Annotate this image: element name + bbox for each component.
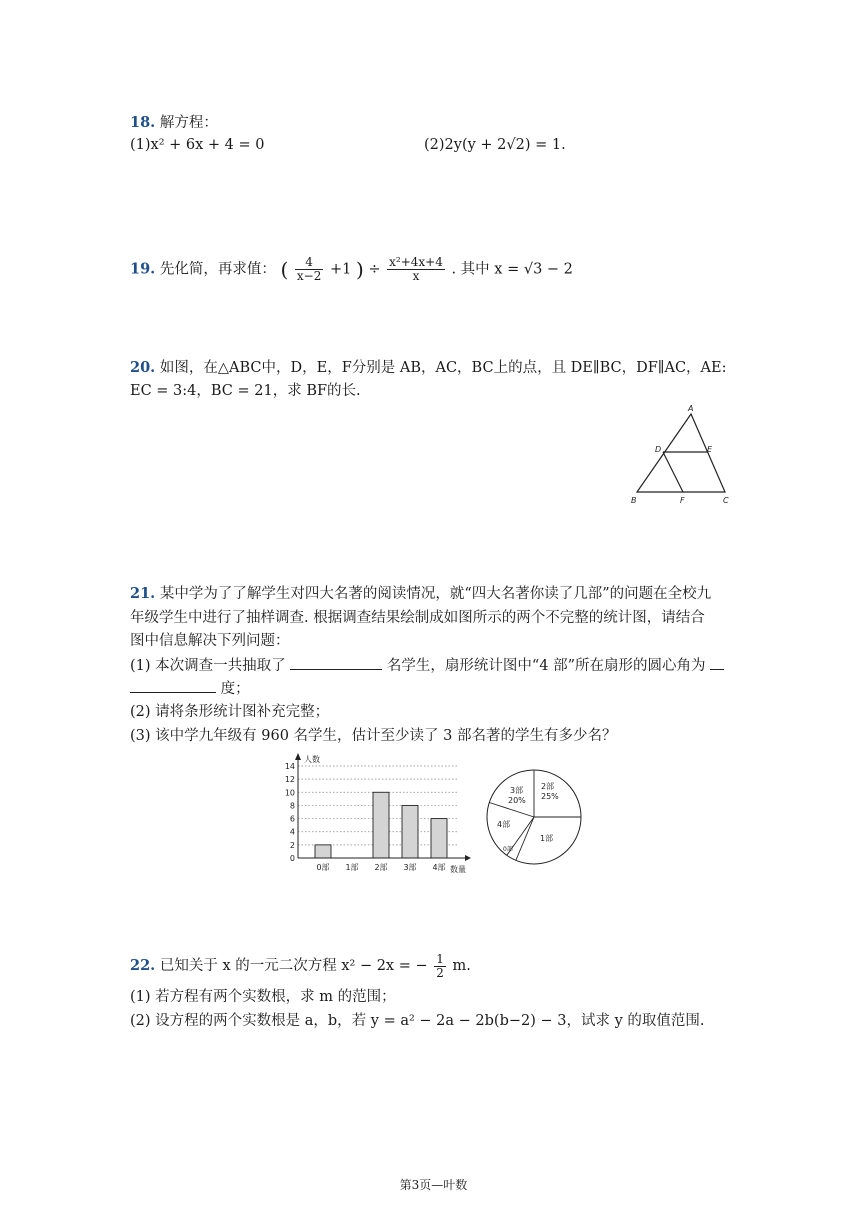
answer-blank-count[interactable]	[290, 655, 382, 670]
q22-lead: 已知关于 x 的一元二次方程 x² − 2x = −	[159, 958, 428, 974]
q21-line3: 图中信息解决下列问题：	[130, 633, 290, 649]
q21-line1-text: 某中学为了了解学生对四大名著的阅读情况，就“四大名著你读了几部”的问题在全校九	[159, 586, 712, 602]
q21-p1-c: 度；	[220, 681, 250, 697]
right-paren: )	[355, 257, 364, 282]
label-c: C	[723, 496, 729, 505]
q21-part1-cont	[130, 678, 250, 699]
label-f: F	[680, 496, 685, 505]
q21-line2: 年级学生中进行了抽样调查. 根据调查结果绘制成如图所示的两个不完整的统计图，请结合	[130, 610, 705, 626]
x-category-label: 0部	[316, 863, 330, 872]
q22-number: 22.	[130, 957, 156, 974]
q22-part1: (1) 若方程有两个实数根，求 m 的范围；	[130, 989, 396, 1005]
label-b: B	[631, 496, 637, 505]
q22-part2: (2) 设方程的两个实数根是 a，b，若 y = a² − 2a − 2b(b−2) − 3，试求 y 的取值范围.	[130, 1013, 705, 1029]
q18-part1: (1)x² + 6x + 4 = 0	[130, 137, 265, 153]
y-tick-label: 0	[289, 854, 295, 863]
q19-number: 19.	[130, 260, 156, 278]
q19-fraction-1	[295, 256, 323, 283]
q19-frac1-denominator: x−2	[296, 269, 322, 283]
q19-fraction-2	[387, 256, 445, 283]
page-footer: 第3页—叶数	[399, 1178, 468, 1192]
y-tick-label: 8	[289, 801, 295, 811]
q18-heading	[130, 113, 218, 133]
answer-blank-angle[interactable]	[130, 678, 216, 693]
q18-title: 解方程：	[159, 115, 218, 131]
pie-label-4: 4部	[497, 820, 511, 829]
q19-plus-one: +1	[329, 261, 352, 278]
y-tick-label: 14	[284, 762, 295, 771]
y-axis-arrow	[295, 753, 301, 760]
answer-blank-angle-start[interactable]	[710, 655, 724, 670]
label-a: A	[688, 404, 694, 413]
q22-frac-numerator: 1	[436, 951, 444, 966]
pie-chart	[484, 765, 588, 869]
q21-line1	[130, 584, 711, 604]
q22-heading	[130, 952, 471, 980]
q22-frac-denominator: 2	[436, 965, 444, 980]
x-category-label: 1部	[345, 863, 359, 872]
q19-tail: . 其中 x = √3 − 2	[451, 261, 573, 278]
q21-number: 21.	[130, 585, 156, 602]
x-axis-arrow	[465, 855, 471, 861]
q22-fraction	[434, 953, 446, 980]
pie-label-3-name: 3部	[510, 786, 524, 795]
q19-lead: 先化简，再求值：	[159, 261, 276, 278]
q22-tail: m.	[452, 958, 471, 974]
y-axis-label: 人数	[304, 755, 320, 764]
q21-p1-a: (1) 本次调查一共抽取了	[130, 658, 286, 674]
triangle-figure	[625, 400, 745, 512]
q21-part2: (2) 请将条形统计图补充完整；	[130, 704, 330, 720]
y-tick-label: 4	[289, 827, 295, 837]
segment-df	[663, 452, 683, 492]
q20-number: 20.	[130, 359, 156, 376]
y-tick-label: 12	[284, 775, 295, 785]
bar-4部	[431, 819, 447, 858]
bar-3部	[402, 805, 418, 858]
q20-line2: EC = 3:4，BC = 21，求 BF的长.	[130, 383, 361, 399]
label-e: E	[707, 445, 713, 454]
pie-label-2-name: 2部	[541, 782, 555, 791]
y-tick-label: 2	[289, 840, 295, 850]
y-tick-label: 10	[284, 788, 295, 798]
q19-text	[130, 256, 573, 283]
pie-label-2-pct: 25%	[541, 792, 559, 801]
bar-chart	[280, 752, 475, 877]
q21-p1-b: 名学生，扇形统计图中“4 部”所在扇形的圆心角为	[386, 658, 706, 674]
q19-divide: ÷	[368, 261, 381, 278]
q19-frac1-numerator: 4	[295, 256, 323, 270]
x-category-label: 2部	[374, 863, 388, 872]
label-d: D	[655, 445, 662, 454]
y-tick-label: 6	[289, 814, 295, 824]
q18-number: 18.	[130, 114, 156, 131]
x-category-label: 4部	[432, 863, 446, 872]
q19-frac2-denominator: x	[412, 269, 420, 283]
q20-line1	[130, 358, 727, 378]
pie-label-3-pct: 20%	[508, 796, 526, 805]
q21-part3: (3) 该中学九年级有 960 名学生，估计至少读了 3 部名著的学生有多少名？	[130, 728, 617, 744]
bar-0部	[315, 845, 331, 858]
q21-part1	[130, 655, 724, 676]
pie-label-1: 1部	[540, 834, 554, 843]
pie-label-0: 0部	[503, 846, 513, 853]
bar-2部	[373, 792, 389, 858]
q18-part2: (2)2y(y + 2√2) = 1.	[424, 137, 566, 153]
left-paren: (	[280, 257, 289, 282]
x-axis-label: 数量	[450, 865, 466, 874]
q20-line1-text: 如图，在△ABC中，D，E，F分别是 AB，AC，BC上的点，且 DE∥BC，DF∥AC，AE:	[159, 360, 727, 376]
x-category-label: 3部	[403, 863, 417, 872]
q19-frac2-numerator: x²+4x+4	[389, 255, 443, 269]
